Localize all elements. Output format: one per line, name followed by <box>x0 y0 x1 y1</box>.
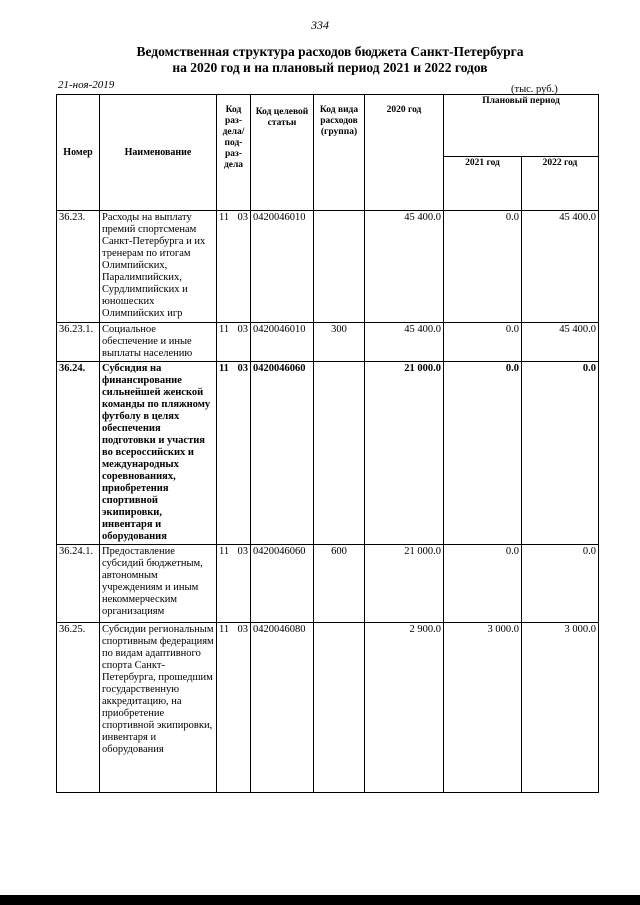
row-vid-code <box>314 362 365 545</box>
row-prz: 03 <box>237 324 248 335</box>
row-rz: 11 <box>219 546 230 557</box>
header-vid: Код вида расходов (группа) <box>314 95 365 211</box>
row-2021: 0.0 <box>444 545 522 623</box>
table-row <box>57 323 599 362</box>
row-2020: 45 400.0 <box>365 323 444 362</box>
row-2022: 45 400.0 <box>522 323 599 362</box>
table-row <box>57 362 599 545</box>
row-prz: 03 <box>237 546 248 557</box>
header-2021: 2021 год <box>444 156 522 210</box>
row-razdel-code <box>217 362 251 545</box>
header-name: Наименование <box>100 95 217 211</box>
row-2020: 21 000.0 <box>365 545 444 623</box>
row-target-code: 0420046010 <box>251 211 314 323</box>
scan-edge <box>0 895 640 905</box>
row-2020: 45 400.0 <box>365 211 444 323</box>
row-number: 36.25. <box>57 623 100 793</box>
row-razdel-code <box>217 623 251 793</box>
row-2021: 0.0 <box>444 362 522 545</box>
row-2020: 21 000.0 <box>365 362 444 545</box>
table-row <box>57 623 599 793</box>
row-2022: 0.0 <box>522 362 599 545</box>
row-razdel-code <box>217 545 251 623</box>
header-2020: 2020 год <box>365 95 444 211</box>
row-razdel-code <box>217 323 251 362</box>
row-prz: 03 <box>237 624 248 635</box>
header-razdel: Код раз-дела/ под-раз-дела <box>217 95 251 211</box>
row-rz: 11 <box>219 624 230 635</box>
budget-table <box>56 94 599 793</box>
title-line-1: Ведомственная структура расходов бюджета Санкт-Петербурга <box>136 44 524 59</box>
row-2021: 3 000.0 <box>444 623 522 793</box>
row-name: Субсидия на финансирование сильнейшей женской команды по пляжному футболу в целях обеспечения подготовки и участия во всероссийских и международных соревнованиях, приобретения спортивной экипировки, инвентаря и оборудования <box>100 362 217 545</box>
row-target-code: 0420046080 <box>251 623 314 793</box>
row-target-code: 0420046060 <box>251 362 314 545</box>
document-title <box>60 44 600 76</box>
row-number: 36.24.1. <box>57 545 100 623</box>
title-line-2: на 2020 год и на плановый период 2021 и 2022 годов <box>172 60 488 75</box>
row-name: Предоставление субсидий бюджетным, автономным учреждениям и иным некоммерческим организациям <box>100 545 217 623</box>
table-row <box>57 211 599 323</box>
row-2020: 2 900.0 <box>365 623 444 793</box>
header-num: Номер <box>57 95 100 211</box>
row-number: 36.24. <box>57 362 100 545</box>
row-vid-code <box>314 623 365 793</box>
row-rz: 11 <box>219 363 229 374</box>
row-vid-code <box>314 211 365 323</box>
row-2021: 0.0 <box>444 323 522 362</box>
row-rz: 11 <box>219 324 230 335</box>
row-target-code: 0420046060 <box>251 545 314 623</box>
row-number: 36.23. <box>57 211 100 323</box>
page-number: 334 <box>311 18 329 32</box>
row-vid-code: 600 <box>314 545 365 623</box>
row-name: Социальное обеспечение и иные выплаты населению <box>100 323 217 362</box>
row-name: Расходы на выплату премий спортсменам Санкт-Петербурга и их тренерам по итогам Олимпийских, Паралимпийских, Сурдлимпийских и юношеских Олимпийских игр <box>100 211 217 323</box>
row-name: Субсидии региональным спортивным федерациям по видам адаптивного спорта Санкт-Петербурга, прошедшим государственную аккредитацию, на приобретение спортивной экипировки, инвентаря и оборудования <box>100 623 217 793</box>
row-2022: 0.0 <box>522 545 599 623</box>
table-row <box>57 545 599 623</box>
row-2021: 0.0 <box>444 211 522 323</box>
row-target-code: 0420046010 <box>251 323 314 362</box>
row-2022: 3 000.0 <box>522 623 599 793</box>
header-target: Код целевой статьи <box>251 95 314 211</box>
row-razdel-code <box>217 211 251 323</box>
row-rz: 11 <box>219 212 230 223</box>
row-vid-code: 300 <box>314 323 365 362</box>
units-label: (тыс. руб.) <box>511 84 558 95</box>
row-prz: 03 <box>237 212 248 223</box>
document-date: 21-ноя-2019 <box>58 79 115 91</box>
header-planned-period: Плановый период <box>444 95 599 157</box>
header-2022: 2022 год <box>522 156 599 210</box>
row-2022: 45 400.0 <box>522 211 599 323</box>
row-number: 36.23.1. <box>57 323 100 362</box>
row-prz: 03 <box>237 363 248 374</box>
